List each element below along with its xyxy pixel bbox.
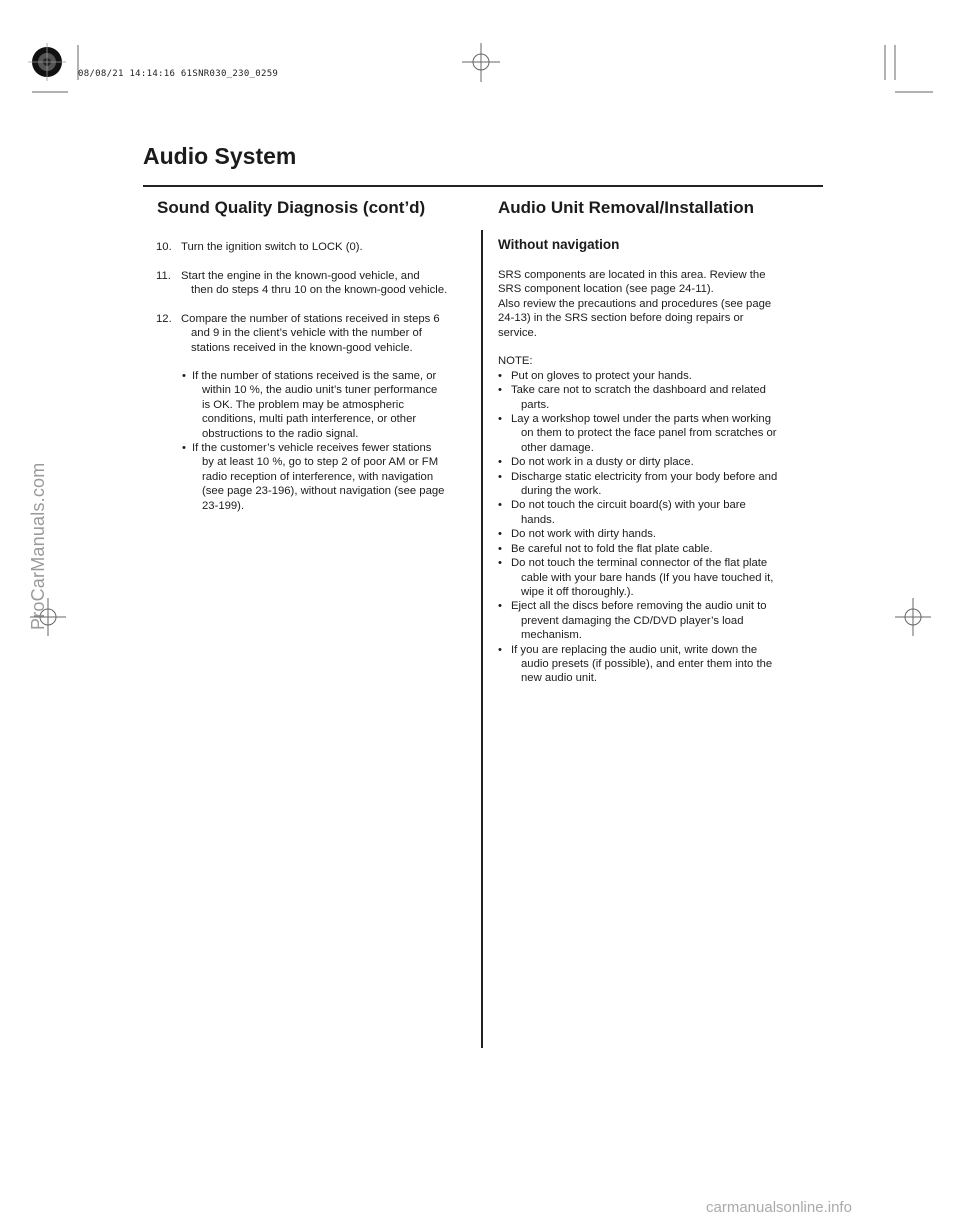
list-item [498, 556, 813, 599]
step-number: 10. [156, 241, 172, 253]
bullet-glyph: • [498, 557, 502, 570]
bullet-text-line: Do not work with dirty hands. [511, 528, 657, 541]
paragraph-line: Also review the precautions and procedures (see page [498, 297, 772, 310]
list-item [498, 369, 813, 383]
step-number: 11. [156, 269, 171, 282]
bullet-text-line: Eject all the discs before removing the audio unit to [511, 600, 767, 613]
list-item [498, 470, 813, 499]
bullet-glyph: • [182, 442, 186, 455]
diagnosis-steps [156, 240, 471, 370]
column-divider [481, 230, 483, 1048]
step-11 [156, 269, 471, 298]
bullet-text-line: prevent damaging the CD/DVD player’s load [521, 614, 744, 627]
note-label: NOTE: [498, 355, 533, 368]
bullet-text-line: cable with your bare hands (If you have touched it, [521, 571, 774, 584]
step-text-line: Compare the number of stations received in steps 6 [181, 313, 440, 325]
removal-installation-text [498, 268, 813, 686]
bullet-text-line: Lay a workshop towel under the parts when working [511, 413, 771, 426]
step-text-line: Start the engine in the known-good vehicle, and [181, 269, 420, 282]
list-item [498, 643, 813, 686]
paragraph-line: SRS components are located in this area. Review the [498, 269, 766, 281]
bullet-text-line: conditions, multi path interference, or other [202, 413, 417, 426]
bullet-text-line: Do not work in a dusty or dirty place. [511, 456, 694, 469]
bullet-text-line: radio reception of interference, with navigation [202, 470, 434, 483]
step-text-line: then do steps 4 thru 10 on the known-good vehicle. [191, 284, 448, 297]
bullet-text-line: obstructions to the radio signal. [202, 427, 359, 440]
paragraph-line: 24-13) in the SRS section before doing repairs or [498, 312, 744, 325]
note-block [498, 354, 813, 685]
bullet-text-line: If the number of stations received is the same, or [192, 370, 437, 382]
list-item [182, 441, 472, 513]
list-item [498, 527, 813, 541]
bullet-text-line: Do not touch the circuit board(s) with your bare [511, 499, 746, 512]
step-12 [156, 312, 471, 355]
bullet-glyph: • [498, 542, 502, 555]
bullet-text-line: within 10 %, the audio unit’s tuner performance [202, 384, 438, 397]
bullet-glyph: • [182, 370, 186, 382]
bullet-text-line: other damage. [521, 441, 594, 454]
srs-paragraph [498, 268, 813, 340]
note-list [498, 369, 813, 686]
step-number: 12. [156, 313, 172, 325]
paragraph-line: service. [498, 326, 537, 339]
bullet-text-line: If the customer’s vehicle receives fewer stations [192, 442, 432, 455]
list-item [498, 498, 813, 527]
list-item [498, 599, 813, 642]
bullet-text-line: Discharge static electricity from your body before and [511, 470, 778, 483]
bullet-glyph: • [498, 369, 502, 382]
bullet-text-line: If you are replacing the audio unit, write down the [511, 643, 758, 656]
bullet-glyph: • [498, 413, 502, 426]
bullet-text-line: Be careful not to fold the flat plate cable. [511, 542, 713, 555]
list-item [498, 542, 813, 556]
bullet-text-line: wipe it off thoroughly.). [521, 585, 634, 598]
bullet-text-line: is OK. The problem may be atmospheric [202, 398, 404, 411]
step-text-line: stations received in the known-good vehicle. [191, 341, 413, 354]
bullet-glyph: • [498, 643, 502, 656]
bullet-text-line: (see page 23-196), without navigation (see page [202, 485, 445, 498]
bullet-text-line: Do not touch the terminal connector of the flat plate [511, 557, 768, 570]
print-timestamp: 08/08/21 14:14:16 61SNR030_230_0259 [78, 69, 279, 79]
bottom-watermark: carmanualsonline.info [706, 1199, 852, 1216]
bullet-text-line: on them to protect the face panel from scratches or [521, 427, 777, 440]
side-watermark: ProCarManuals.com [28, 462, 48, 630]
list-item [498, 412, 813, 455]
bullet-text-line: parts. [521, 398, 550, 411]
paragraph-line: SRS component location (see page 24-11). [498, 283, 714, 296]
step-10 [156, 240, 471, 254]
title-rule [143, 185, 823, 187]
bullet-text-line: by at least 10 %, go to step 2 of poor AM or FM [202, 456, 439, 469]
list-item [182, 369, 472, 441]
bullet-glyph: • [498, 600, 502, 613]
bullet-glyph: • [498, 499, 502, 512]
bullet-glyph: • [498, 456, 502, 469]
left-section-heading: Sound Quality Diagnosis (cont’d) [157, 198, 426, 217]
bullet-text-line: audio presets (if possible), and enter them into the [521, 657, 773, 670]
without-navigation-heading: Without navigation [498, 237, 620, 252]
bullet-text-line: 23-199). [202, 499, 245, 512]
bullet-text-line: new audio unit. [521, 672, 597, 685]
step-12-bullets [182, 369, 472, 513]
list-item [498, 383, 813, 412]
bullet-text-line: mechanism. [521, 629, 582, 642]
step-text-line: Turn the ignition switch to LOCK (0). [181, 241, 363, 253]
right-section-heading: Audio Unit Removal/Installation [498, 198, 754, 217]
bullet-text-line: Take care not to scratch the dashboard and related [511, 384, 766, 397]
bullet-glyph: • [498, 528, 502, 541]
bullet-glyph: • [498, 470, 502, 483]
bullet-text-line: during the work. [521, 485, 602, 498]
bullet-glyph: • [498, 384, 502, 397]
list-item [498, 455, 813, 469]
bullet-text-line: hands. [521, 513, 555, 526]
page-title: Audio System [143, 143, 297, 169]
bullet-text-line: Put on gloves to protect your hands. [511, 369, 692, 382]
step-text-line: and 9 in the client’s vehicle with the number of [191, 327, 422, 340]
